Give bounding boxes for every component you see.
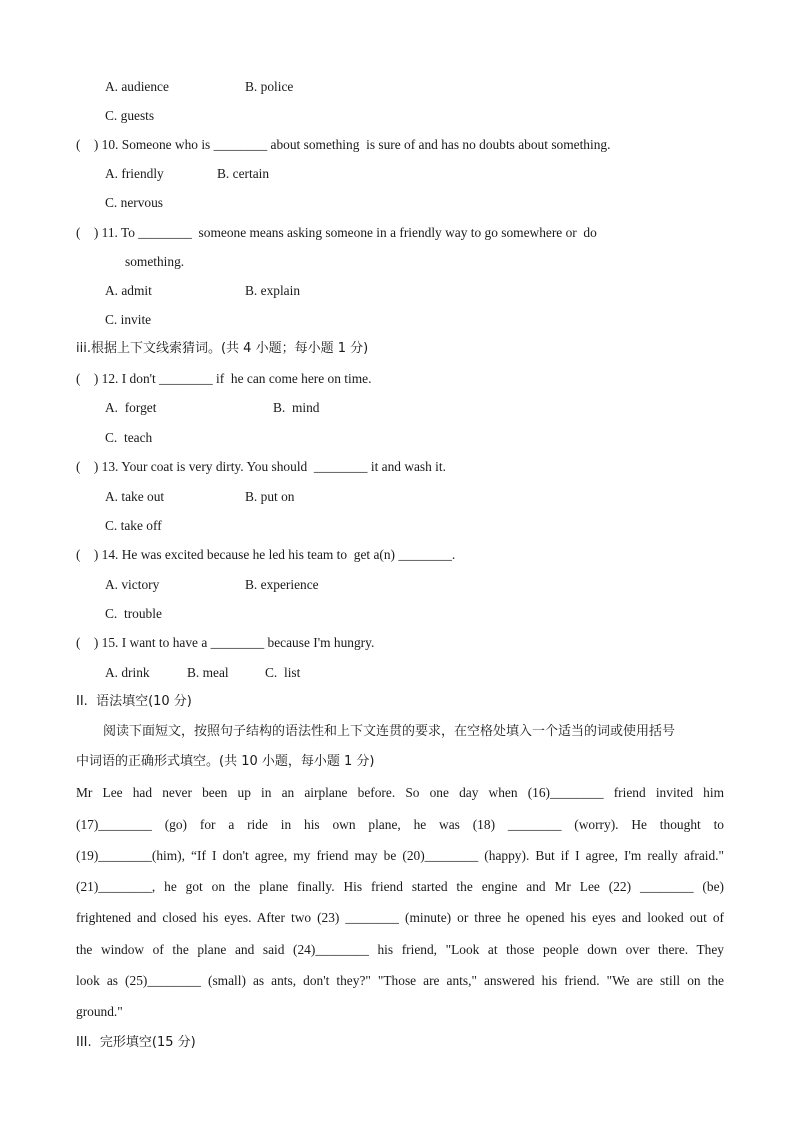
q12-option-a: A. forget (105, 400, 157, 415)
passage-line: frightened and closed his eyes. After two (23) ________ (minute) or three he opened his eyes and looked out of (76, 910, 724, 925)
q14-stem: ( ) 14. He was excited because he led his team to get a(n) ________. (76, 547, 456, 562)
q13-stem: ( ) 13. Your coat is very dirty. You should ________ it and wash it. (76, 459, 446, 474)
q15-option-c: C. list (265, 665, 301, 680)
passage-line: the window of the plane and said (24)________ his friend, "Look at those people down over there. They (76, 942, 724, 957)
q10-option-c: C. nervous (105, 195, 164, 210)
q11-option-a: A. admit (105, 283, 152, 298)
passage-line: (17)________ (go) for a ride in his own plane, he was (18) ________ (worry). He thought to (76, 817, 724, 832)
passage-line: Mr Lee had never been up in an airplane before. So one day when (16)________ friend invited him (76, 785, 724, 800)
section-II-instruction-line2: 中词语的正确形式填空。(共 10 小题，每小题 1 分) (76, 754, 375, 769)
q15-stem: ( ) 15. I want to have a ________ because I'm hungry. (76, 635, 375, 650)
q15-option-a: A. drink (105, 665, 150, 680)
section-III-heading: III. 完形填空(15 分) (76, 1035, 196, 1050)
section-iii-heading: iii.根据上下文线索猜词。(共 4 小题；每小题 1 分) (76, 341, 369, 356)
q13-option-b: B. put on (245, 489, 295, 504)
q11-stem-continued: something. (125, 254, 185, 269)
passage-line: (21)________, he got on the plane finally. His friend started the engine and Mr Lee (22) ________ (be) (76, 879, 724, 894)
q11-option-c: C. invite (105, 312, 152, 327)
q10-option-a: A. friendly (105, 166, 164, 181)
q11-option-b: B. explain (245, 283, 301, 298)
q13-option-a: A. take out (105, 489, 165, 504)
q12-option-b: B. mind (273, 400, 320, 415)
q9-option-a: A. audience (105, 79, 169, 94)
q10-option-b: B. certain (217, 166, 270, 181)
q13-option-c: C. take off (105, 518, 162, 533)
q11-stem: ( ) 11. To ________ someone means asking someone in a friendly way to go somewhere or do (76, 225, 597, 240)
q14-option-c: C. trouble (105, 606, 162, 621)
q12-option-c: C. teach (105, 430, 153, 445)
passage-line: (19)________(him), “If I don't agree, my friend may be (20)________ (happy). But if I agree, I'm really afraid." (76, 848, 724, 863)
q14-option-b: B. experience (245, 577, 319, 592)
q9-option-c: C. guests (105, 108, 155, 123)
passage-line: ground." (76, 1004, 123, 1019)
section-II-heading: II. 语法填空(10 分) (76, 694, 192, 709)
section-II-instruction-line1: 阅读下面短文，按照句子结构的语法性和上下文连贯的要求，在空格处填入一个适当的词或使用括号 (103, 724, 676, 739)
q9-option-b: B. police (245, 79, 294, 94)
passage-line: look as (25)________ (small) as ants, don't they?" "Those are ants," answered his friend. "We are still on the (76, 973, 724, 988)
q14-option-a: A. victory (105, 577, 160, 592)
q10-stem: ( ) 10. Someone who is ________ about something is sure of and has no doubts about something. (76, 137, 611, 152)
q15-option-b: B. meal (187, 665, 229, 680)
q12-stem: ( ) 12. I don't ________ if he can come here on time. (76, 371, 372, 386)
